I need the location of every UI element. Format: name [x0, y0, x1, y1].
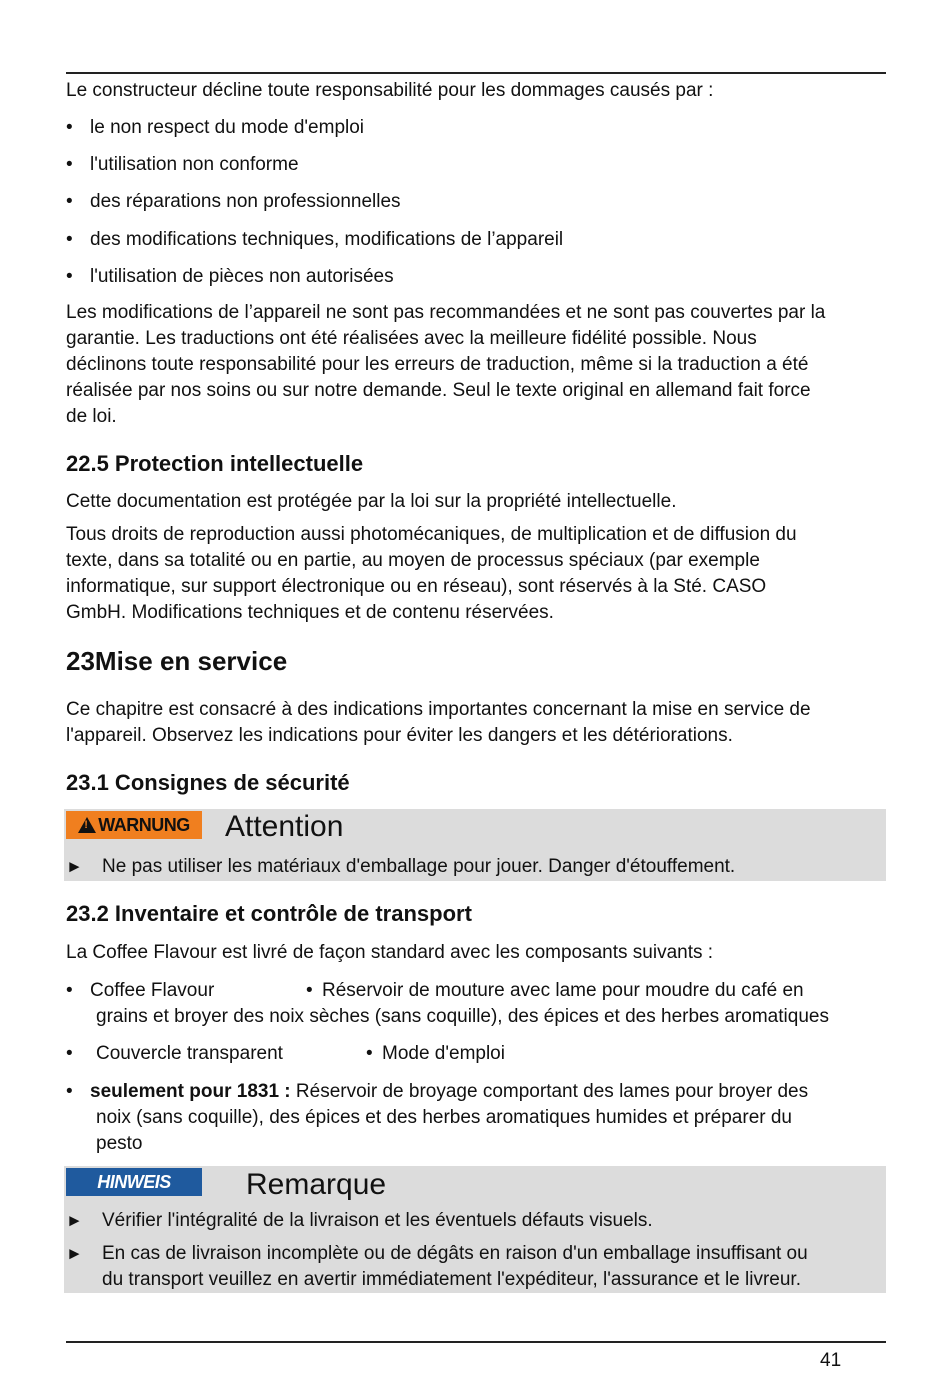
bullet-icon: • — [66, 1043, 73, 1064]
chapter-23-intro — [66, 697, 886, 749]
bullet-icon: • — [366, 1043, 373, 1064]
paragraph-line: texte, dans sa totalité ou en partie, au moyen de processus spéciaux (par exemple — [66, 550, 760, 571]
arrow-icon: ► — [66, 1211, 83, 1230]
inventory-intro: La Coffee Flavour est livré de façon standard avec les composants suivants : — [66, 942, 714, 963]
page-number: 41 — [820, 1350, 842, 1371]
bullet-icon: • — [66, 266, 73, 287]
warning-triangle-icon — [78, 817, 96, 833]
bullet-icon: • — [66, 191, 73, 212]
footer-rule — [66, 1341, 886, 1343]
section-heading-23-1: 23.1 Consignes de sécurité — [66, 770, 350, 795]
note-item-text: Vérifier l'intégralité de la livraison et les éventuels défauts visuels. — [102, 1210, 653, 1231]
paragraph-line: Ce chapitre est consacré à des indications importantes concernant la mise en service de — [66, 699, 811, 720]
bullet-icon: • — [66, 117, 73, 138]
list-item-text: Réservoir de mouture avec lame pour moudre du café en — [322, 980, 804, 1001]
list-item-text: l'utilisation non conforme — [90, 154, 299, 175]
list-item-bold: seulement pour 1831 : — [90, 1081, 291, 1102]
bullet-icon: • — [66, 229, 73, 250]
liability-intro: Le constructeur décline toute responsabilité pour les dommages causés par : — [66, 80, 714, 101]
bullet-icon: • — [306, 980, 313, 1001]
list-item-text — [90, 1079, 808, 1105]
ip-paragraph-1: Cette documentation est protégée par la loi sur la propriété intellectuelle. — [66, 491, 677, 512]
ip-paragraph-2 — [66, 522, 886, 626]
paragraph-line: Tous droits de reproduction aussi photomécaniques, de multiplication et de diffusion du — [66, 524, 797, 545]
header-rule — [66, 72, 886, 74]
list-item-text-rest: Réservoir de broyage comportant des lames pour broyer des — [290, 1081, 809, 1102]
arrow-icon: ► — [66, 857, 83, 876]
bullet-icon: • — [66, 980, 73, 1001]
warning-box — [64, 809, 886, 881]
chapter-heading-23: 23Mise en service — [66, 646, 288, 676]
arrow-icon: ► — [66, 1244, 83, 1263]
note-item-text — [102, 1241, 882, 1293]
bullet-icon: • — [66, 154, 73, 175]
note-badge: HINWEIS — [66, 1168, 202, 1196]
section-heading-22-5: 22.5 Protection intellectuelle — [66, 451, 364, 476]
list-item-text: le non respect du mode d'emploi — [90, 117, 365, 138]
list-item-continuation: pesto — [96, 1133, 143, 1154]
list-item-continuation: noix (sans coquille), des épices et des herbes aromatiques humides et préparer du — [96, 1107, 792, 1128]
warning-badge — [66, 811, 202, 839]
paragraph-line: déclinons toute responsabilité pour les erreurs de traduction, même si la traduction a été — [66, 354, 809, 375]
modifications-paragraph — [66, 300, 886, 430]
note-box — [64, 1166, 886, 1293]
paragraph-line: Les modifications de l’appareil ne sont pas recommandées et ne sont pas couvertes par la — [66, 302, 826, 323]
bullet-icon: • — [66, 1081, 73, 1102]
paragraph-line: informatique, sur support électronique ou en réseau), sont réservés à la Sté. CASO — [66, 576, 767, 597]
paragraph-line: de loi. — [66, 406, 117, 427]
list-item-text: Couvercle transparent — [96, 1043, 283, 1064]
paragraph-line: garantie. Les traductions ont été réalisées avec la meilleure fidélité possible. Nous — [66, 328, 757, 349]
warning-title: Attention — [225, 810, 344, 843]
list-item-continuation: grains et broyer des noix sèches (sans coquille), des épices et des herbes aromatiques — [96, 1006, 829, 1027]
warning-badge-label: WARNUNG — [98, 815, 190, 835]
list-item-text: des réparations non professionnelles — [90, 191, 401, 212]
warning-item-text: Ne pas utiliser les matériaux d'emballage pour jouer. Danger d'étouffement. — [102, 856, 736, 877]
list-item-text: l'utilisation de pièces non autorisées — [90, 266, 394, 287]
paragraph-line: GmbH. Modifications techniques et de contenu réservées. — [66, 602, 554, 623]
note-item-line: En cas de livraison incomplète ou de dégâts en raison d'un emballage insuffisant ou — [102, 1243, 808, 1264]
note-item-line: du transport veuillez en avertir immédiatement l'expéditeur, l'assurance et le livreur. — [102, 1269, 801, 1290]
note-title: Remarque — [246, 1168, 387, 1201]
list-item-text: Coffee Flavour — [90, 980, 215, 1001]
section-heading-23-2: 23.2 Inventaire et contrôle de transport — [66, 901, 472, 926]
list-item-text: des modifications techniques, modifications de l’appareil — [90, 229, 564, 250]
paragraph-line: l'appareil. Observez les indications pour éviter les dangers et les détériorations. — [66, 725, 733, 746]
paragraph-line: réalisée par nos soins ou sur notre demande. Seul le texte original en allemand fait force — [66, 380, 811, 401]
list-item-text: Mode d'emploi — [382, 1043, 505, 1064]
